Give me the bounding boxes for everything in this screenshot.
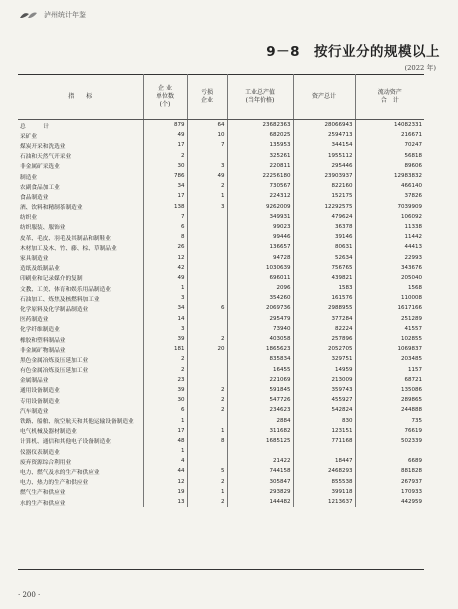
table-row <box>18 202 424 212</box>
row-value: 123151 <box>293 426 355 436</box>
row-value: 251289 <box>355 314 424 324</box>
row-value: 403058 <box>227 334 293 344</box>
row-value: 49 <box>143 273 187 283</box>
row-value: 23903937 <box>293 171 355 181</box>
row-value: 2 <box>143 151 187 161</box>
row-value: 12292575 <box>293 202 355 212</box>
table-row <box>18 293 424 303</box>
table-row <box>18 161 424 171</box>
row-label: 计算机、通信和其他电子设备制造业 <box>20 439 111 446</box>
row-value: 2 <box>143 354 187 364</box>
row-value <box>187 314 227 324</box>
row-value <box>187 232 227 242</box>
row-value <box>187 415 227 425</box>
table-row <box>18 426 424 436</box>
row-value <box>187 212 227 222</box>
row-value: 216671 <box>355 130 424 140</box>
row-value: 730567 <box>227 181 293 191</box>
row-value: 138 <box>143 202 187 212</box>
row-label: 黑色金属冶炼及压延加工业 <box>20 357 89 364</box>
row-value: 6689 <box>355 456 424 466</box>
row-value: 2 <box>187 181 227 191</box>
row-value: 3 <box>143 324 187 334</box>
row-value: 6 <box>143 222 187 232</box>
row-label: 医药制造业 <box>20 317 49 324</box>
row-value: 455927 <box>293 395 355 405</box>
row-value: 14082331 <box>355 120 424 131</box>
row-value: 203485 <box>355 354 424 364</box>
row-value: 14959 <box>293 365 355 375</box>
row-value: 1 <box>187 191 227 201</box>
row-value: 305847 <box>227 477 293 487</box>
row-value <box>187 222 227 232</box>
table-row <box>18 151 424 161</box>
table-row <box>18 354 424 364</box>
row-value: 359743 <box>293 385 355 395</box>
row-value: 1 <box>187 487 227 497</box>
row-value: 106092 <box>355 212 424 222</box>
table-row <box>18 344 424 354</box>
row-value: 68721 <box>355 375 424 385</box>
row-value <box>187 242 227 252</box>
table-row <box>18 120 424 131</box>
row-value: 1865623 <box>227 344 293 354</box>
table-row <box>18 273 424 283</box>
row-label: 食品制造业 <box>20 194 49 201</box>
row-value: 21422 <box>227 456 293 466</box>
row-value: 170933 <box>355 487 424 497</box>
row-value: 466140 <box>355 181 424 191</box>
row-value: 12983832 <box>355 171 424 181</box>
row-value <box>187 375 227 385</box>
table-row <box>18 263 424 273</box>
column-header: 企 业 单位数 (个) <box>143 75 187 120</box>
row-value: 73940 <box>227 324 293 334</box>
row-value: 82224 <box>293 324 355 334</box>
row-label: 仪器仪表制造业 <box>20 449 60 456</box>
row-value: 786 <box>143 171 187 181</box>
row-value: 2468293 <box>293 466 355 476</box>
row-value: 2 <box>187 395 227 405</box>
row-value: 1955112 <box>293 151 355 161</box>
row-label: 橡胶和塑料制品业 <box>20 337 66 344</box>
row-value: 1 <box>143 415 187 425</box>
row-value: 542824 <box>293 405 355 415</box>
row-value: 1 <box>143 283 187 293</box>
table-row <box>18 477 424 487</box>
row-value: 39 <box>143 334 187 344</box>
row-label: 采矿业 <box>20 133 38 140</box>
row-value: 8 <box>143 232 187 242</box>
row-value: 6 <box>143 405 187 415</box>
row-label: 石油和天然气开采业 <box>20 154 72 161</box>
row-value <box>187 324 227 334</box>
row-value: 822160 <box>293 181 355 191</box>
table-row <box>18 334 424 344</box>
row-value: 2096 <box>227 283 293 293</box>
row-value: 44413 <box>355 242 424 252</box>
row-value: 696011 <box>227 273 293 283</box>
row-value: 735 <box>355 415 424 425</box>
row-value: 220811 <box>227 161 293 171</box>
table-row <box>18 314 424 324</box>
row-value: 439821 <box>293 273 355 283</box>
row-value: 39 <box>143 385 187 395</box>
row-label: 电气机械及器材制造业 <box>20 429 77 436</box>
row-label: 通用设备制造业 <box>20 388 60 395</box>
table-bottom-rule <box>18 569 424 570</box>
row-value: 70247 <box>355 140 424 150</box>
row-value: 744158 <box>227 466 293 476</box>
row-value: 2 <box>143 365 187 375</box>
row-value: 3 <box>187 161 227 171</box>
statistics-table <box>18 74 424 507</box>
row-value: 17 <box>143 426 187 436</box>
row-value: 42 <box>143 263 187 273</box>
row-value: 136657 <box>227 242 293 252</box>
row-value: 399118 <box>293 487 355 497</box>
table-row <box>18 222 424 232</box>
table-row <box>18 232 424 242</box>
row-value: 49 <box>143 130 187 140</box>
row-value: 11442 <box>355 232 424 242</box>
row-value: 80631 <box>293 242 355 252</box>
table-row <box>18 212 424 222</box>
row-value: 1069837 <box>355 344 424 354</box>
row-label: 印刷业和记录媒介的复制 <box>20 276 83 283</box>
row-value: 2594713 <box>293 130 355 140</box>
column-header: 工业总产值 (当年价格) <box>227 75 293 120</box>
row-value: 311682 <box>227 426 293 436</box>
row-value: 244888 <box>355 405 424 415</box>
row-value <box>187 252 227 262</box>
row-label: 有色金属冶炼及压延加工业 <box>20 368 89 375</box>
row-value: 56818 <box>355 151 424 161</box>
row-value <box>187 151 227 161</box>
table-row <box>18 487 424 497</box>
row-value: 771168 <box>293 436 355 446</box>
row-value <box>227 446 293 456</box>
row-label: 煤炭开采和洗选业 <box>20 143 66 150</box>
row-value: 22256180 <box>227 171 293 181</box>
table-row <box>18 385 424 395</box>
row-value: 1685125 <box>227 436 293 446</box>
row-value: 2 <box>187 385 227 395</box>
row-value: 205040 <box>355 273 424 283</box>
row-value <box>187 283 227 293</box>
row-value: 881828 <box>355 466 424 476</box>
table-row <box>18 405 424 415</box>
row-label: 电力、燃气及水的生产和供应业 <box>20 469 100 476</box>
row-value: 1157 <box>355 365 424 375</box>
yearbook-logo-icon <box>18 10 38 20</box>
row-value: 99446 <box>227 232 293 242</box>
row-value: 16455 <box>227 365 293 375</box>
row-label: 汽车制造业 <box>20 408 49 415</box>
row-label: 纺织业 <box>20 215 38 222</box>
row-value: 479624 <box>293 212 355 222</box>
row-value: 99023 <box>227 222 293 232</box>
row-value: 547726 <box>227 395 293 405</box>
row-value: 34 <box>143 181 187 191</box>
table-row <box>18 324 424 334</box>
row-value: 135953 <box>227 140 293 150</box>
table-row <box>18 283 424 293</box>
row-value: 295446 <box>293 161 355 171</box>
row-value: 13 <box>143 497 187 507</box>
row-label: 家具制造业 <box>20 256 49 263</box>
row-value: 354260 <box>227 293 293 303</box>
row-value: 144482 <box>227 497 293 507</box>
row-value: 1030639 <box>227 263 293 273</box>
row-value: 20 <box>187 344 227 354</box>
table-row <box>18 252 424 262</box>
row-value: 8 <box>187 436 227 446</box>
row-label: 铁路、船舶、航空航天和其他运输设备制造业 <box>20 419 134 426</box>
row-value: 502339 <box>355 436 424 446</box>
row-label: 化学纤维制造业 <box>20 327 60 334</box>
row-value <box>187 446 227 456</box>
row-value: 94728 <box>227 252 293 262</box>
row-value: 152175 <box>293 191 355 201</box>
row-label: 化学原料及化学制品制造业 <box>20 306 89 313</box>
row-value: 30 <box>143 161 187 171</box>
row-label: 酒、饮料和精制茶制造业 <box>20 205 83 212</box>
row-value: 110008 <box>355 293 424 303</box>
row-value: 9262009 <box>227 202 293 212</box>
row-label: 农副食品加工业 <box>20 184 60 191</box>
row-value <box>187 293 227 303</box>
table-row <box>18 181 424 191</box>
column-header: 指 标 <box>18 75 143 120</box>
row-label: 皮革、毛皮、羽毛及其制品和制鞋业 <box>20 235 111 242</box>
row-value: 36378 <box>293 222 355 232</box>
table-row <box>18 395 424 405</box>
row-value: 17 <box>143 191 187 201</box>
row-value: 135086 <box>355 385 424 395</box>
publication-name: 泸州统计年鉴 <box>44 11 86 19</box>
row-value: 28066943 <box>293 120 355 131</box>
table-row <box>18 130 424 140</box>
row-value: 1568 <box>355 283 424 293</box>
row-value <box>187 273 227 283</box>
table-unit: (2022 年) <box>404 64 436 72</box>
row-value: 2 <box>187 477 227 487</box>
row-value: 23 <box>143 375 187 385</box>
row-value: 26 <box>143 242 187 252</box>
row-value: 34 <box>143 303 187 313</box>
row-label: 燃气生产和供应业 <box>20 490 66 497</box>
row-value: 325261 <box>227 151 293 161</box>
table-row <box>18 303 424 313</box>
row-label: 电力、热力的生产和供应业 <box>20 480 89 487</box>
row-value: 835834 <box>227 354 293 364</box>
row-value: 2988955 <box>293 303 355 313</box>
table-row <box>18 415 424 425</box>
table-row <box>18 436 424 446</box>
row-label: 非金属矿物制品业 <box>20 347 66 354</box>
row-value: 3 <box>187 202 227 212</box>
row-label: 非金属矿采选业 <box>20 164 60 171</box>
table-row <box>18 375 424 385</box>
row-label: 木材加工及木、竹、藤、棕、草制品业 <box>20 245 117 252</box>
row-value <box>293 446 355 456</box>
table-row <box>18 365 424 375</box>
row-value: 14 <box>143 314 187 324</box>
row-value: 49 <box>187 171 227 181</box>
row-value: 22993 <box>355 252 424 262</box>
row-value: 289865 <box>355 395 424 405</box>
row-value: 12 <box>143 252 187 262</box>
row-label: 纺织服装、服饰业 <box>20 225 66 232</box>
row-value: 879 <box>143 120 187 131</box>
row-value: 442959 <box>355 497 424 507</box>
column-header: 亏损 企业 <box>187 75 227 120</box>
row-value: 855538 <box>293 477 355 487</box>
running-header <box>18 10 86 20</box>
row-value: 830 <box>293 415 355 425</box>
row-value: 19 <box>143 487 187 497</box>
row-value: 591845 <box>227 385 293 395</box>
row-value: 257896 <box>293 334 355 344</box>
table-row <box>18 456 424 466</box>
table-title: 9－8 按行业分的规模以上 <box>266 44 440 60</box>
row-label: 专用设备制造业 <box>20 398 60 405</box>
row-value: 377284 <box>293 314 355 324</box>
row-value: 161576 <box>293 293 355 303</box>
row-label: 金属制品业 <box>20 378 49 385</box>
table-header-row <box>18 75 424 120</box>
page-number: · 200 · <box>18 591 41 599</box>
row-value: 76619 <box>355 426 424 436</box>
row-value: 1617166 <box>355 303 424 313</box>
row-value: 295479 <box>227 314 293 324</box>
row-value: 213009 <box>293 375 355 385</box>
row-value: 234623 <box>227 405 293 415</box>
table-body <box>18 120 424 508</box>
row-value: 6 <box>187 303 227 313</box>
row-value: 89606 <box>355 161 424 171</box>
row-value: 2052705 <box>293 344 355 354</box>
row-value: 2 <box>187 497 227 507</box>
row-label: 水的生产和供应业 <box>20 500 66 507</box>
row-value: 1213637 <box>293 497 355 507</box>
row-value: 10 <box>187 130 227 140</box>
row-value: 267937 <box>355 477 424 487</box>
row-value: 39146 <box>293 232 355 242</box>
row-value: 41557 <box>355 324 424 334</box>
row-value: 1 <box>187 426 227 436</box>
row-value: 37826 <box>355 191 424 201</box>
row-value: 30 <box>143 395 187 405</box>
row-value: 17 <box>143 140 187 150</box>
row-value: 682025 <box>227 130 293 140</box>
row-value: 2 <box>187 334 227 344</box>
row-value: 7039909 <box>355 202 424 212</box>
row-value: 2069736 <box>227 303 293 313</box>
row-value: 2 <box>187 405 227 415</box>
row-value: 756765 <box>293 263 355 273</box>
table-row <box>18 497 424 507</box>
row-value: 4 <box>143 456 187 466</box>
row-label: 文教、工美、体育和娱乐用品制造业 <box>20 286 111 293</box>
row-label: 石油加工、炼焦及核燃料加工业 <box>20 296 100 303</box>
table-row <box>18 446 424 456</box>
row-value: 181 <box>143 344 187 354</box>
row-value: 7 <box>187 140 227 150</box>
row-value <box>187 354 227 364</box>
row-value <box>187 456 227 466</box>
column-header: 流动资产 合 计 <box>355 75 424 120</box>
row-value: 1583 <box>293 283 355 293</box>
row-value: 349931 <box>227 212 293 222</box>
table-row <box>18 466 424 476</box>
table-row <box>18 171 424 181</box>
row-value: 343676 <box>355 263 424 273</box>
row-value: 3 <box>143 293 187 303</box>
table-row <box>18 191 424 201</box>
row-value: 224312 <box>227 191 293 201</box>
row-value: 12 <box>143 477 187 487</box>
table-row <box>18 140 424 150</box>
row-label: 废弃资源综合利用业 <box>20 459 72 466</box>
row-value: 48 <box>143 436 187 446</box>
row-value: 18447 <box>293 456 355 466</box>
row-value: 64 <box>187 120 227 131</box>
row-value: 293829 <box>227 487 293 497</box>
row-value: 344154 <box>293 140 355 150</box>
row-label: 制造业 <box>20 174 38 181</box>
row-value: 1 <box>143 446 187 456</box>
column-header: 资产总计 <box>293 75 355 120</box>
row-value <box>355 446 424 456</box>
row-value: 11338 <box>355 222 424 232</box>
row-value <box>187 263 227 273</box>
row-value: 52634 <box>293 252 355 262</box>
row-value: 221069 <box>227 375 293 385</box>
row-value: 329751 <box>293 354 355 364</box>
table-row <box>18 242 424 252</box>
row-value: 23682363 <box>227 120 293 131</box>
row-value: 2884 <box>227 415 293 425</box>
row-value: 7 <box>143 212 187 222</box>
row-value <box>187 365 227 375</box>
row-label: 造纸及纸制品业 <box>20 266 60 273</box>
row-value: 102855 <box>355 334 424 344</box>
row-label: 总 计 <box>20 123 56 130</box>
row-value: 44 <box>143 466 187 476</box>
row-value: 5 <box>187 466 227 476</box>
